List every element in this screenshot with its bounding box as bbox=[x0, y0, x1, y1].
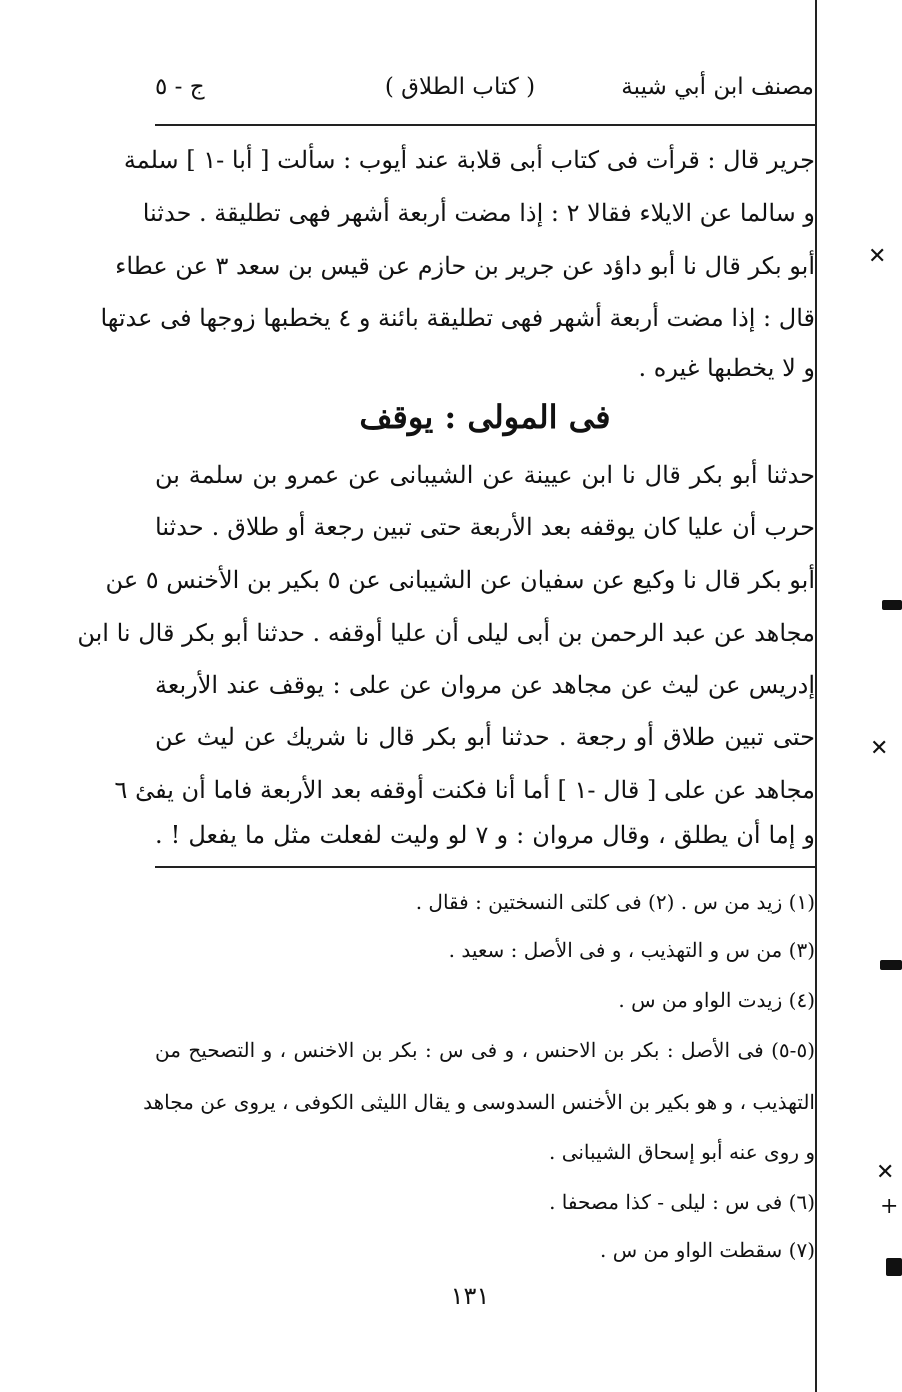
body-line: حتى تبين طلاق أو رجعة . حدثنا أبو بكر قال نا شريك عن ليث عن bbox=[155, 723, 815, 751]
margin-mark-icon: + bbox=[880, 1194, 899, 1219]
body-line: مجاهد عن عبد الرحمن بن أبى ليلى أن عليا أوقفه . حدثنا أبو بكر قال نا ابن bbox=[77, 619, 815, 647]
margin-blot bbox=[886, 1258, 902, 1276]
header-volume: ج - ٥ bbox=[155, 74, 205, 100]
body-line: جرير قال : قرأت فى كتاب أبى قلابة عند أيوب : سألت [ أبا -١ ] سلمة bbox=[123, 146, 815, 174]
body-line: مجاهد عن على [ قال -١ ] أما أنا فكنت أوقفه بعد الأربعة فاما أن يفئ ٦ bbox=[114, 776, 815, 804]
body-line: قال : إذا مضت أربعة أشهر فهى تطليقة بائنة و ٤ يخطبها زوجها فى عدتها bbox=[100, 304, 815, 332]
body-line: و سالما عن الايلاء فقالا ٢ : إذا مضت أربعة أشهر فهى تطليقة . حدثنا bbox=[142, 199, 815, 227]
footnote: (٦) فى س : ليلى - كذا مصحفا . bbox=[549, 1190, 815, 1214]
body-line: إدريس عن ليث عن مجاهد عن مروان عن على : يوقف عند الأربعة bbox=[155, 671, 815, 699]
footnote: و روى عنه أبو إسحاق الشيبانى . bbox=[548, 1140, 815, 1164]
margin-blot bbox=[880, 960, 902, 970]
section-title: فى المولى : يوقف bbox=[359, 398, 611, 436]
body-line: و إما أن يطلق ، وقال مروان : و ٧ لو وليت لفعلت مثل ما يفعل ! . bbox=[155, 821, 815, 849]
body-line: و لا يخطبها غيره . bbox=[638, 354, 815, 382]
footnote-separator bbox=[155, 866, 815, 868]
page-number: ١٣١ bbox=[450, 1282, 490, 1310]
footnote: (٣) من س و التهذيب ، و فى الأصل : سعيد . bbox=[448, 938, 815, 962]
header-book-title: مصنف ابن أبي شيبة bbox=[621, 74, 814, 100]
body-line: أبو بكر قال نا أبو داؤد عن جرير بن حازم عن قيس بن سعد ٣ عن عطاء bbox=[115, 252, 815, 280]
footnote: (٤) زيدت الواو من س . bbox=[618, 988, 815, 1012]
body-line: حرب أن عليا كان يوقفه بعد الأربعة حتى تبين رجعة أو طلاق . حدثنا bbox=[155, 513, 815, 541]
footnote: التهذيب ، و هو بكير بن الأخنس السدوسى و يقال الليثى الكوفى ، يروى عن مجاهد bbox=[143, 1090, 815, 1114]
margin-mark-icon: ✕ bbox=[876, 1160, 895, 1185]
footnote: (١) زيد من س . (٢) فى كلتى النسختين : فقال . bbox=[415, 890, 815, 914]
margin-mark-icon: ✕ bbox=[868, 244, 887, 269]
footnote: (٧) سقطت الواو من س . bbox=[600, 1238, 815, 1262]
header-chapter: ( كتاب الطلاق ) bbox=[384, 74, 536, 100]
header-rule bbox=[155, 124, 815, 126]
footnote: (٥-٥) فى الأصل : بكر بن الاحنس ، و فى س : بكر بن الاخنس ، و التصحيح من bbox=[155, 1038, 815, 1062]
body-line: أبو بكر قال نا وكيع عن سفيان عن الشيبانى عن ٥ بكير بن الأخنس ٥ عن bbox=[105, 566, 815, 594]
body-line: حدثنا أبو بكر قال نا ابن عيينة عن الشيبانى عن عمرو بن سلمة بن bbox=[155, 461, 815, 489]
margin-blot bbox=[882, 600, 902, 610]
margin-mark-icon: ✕ bbox=[870, 736, 889, 761]
binding-edge-line bbox=[815, 0, 817, 1392]
